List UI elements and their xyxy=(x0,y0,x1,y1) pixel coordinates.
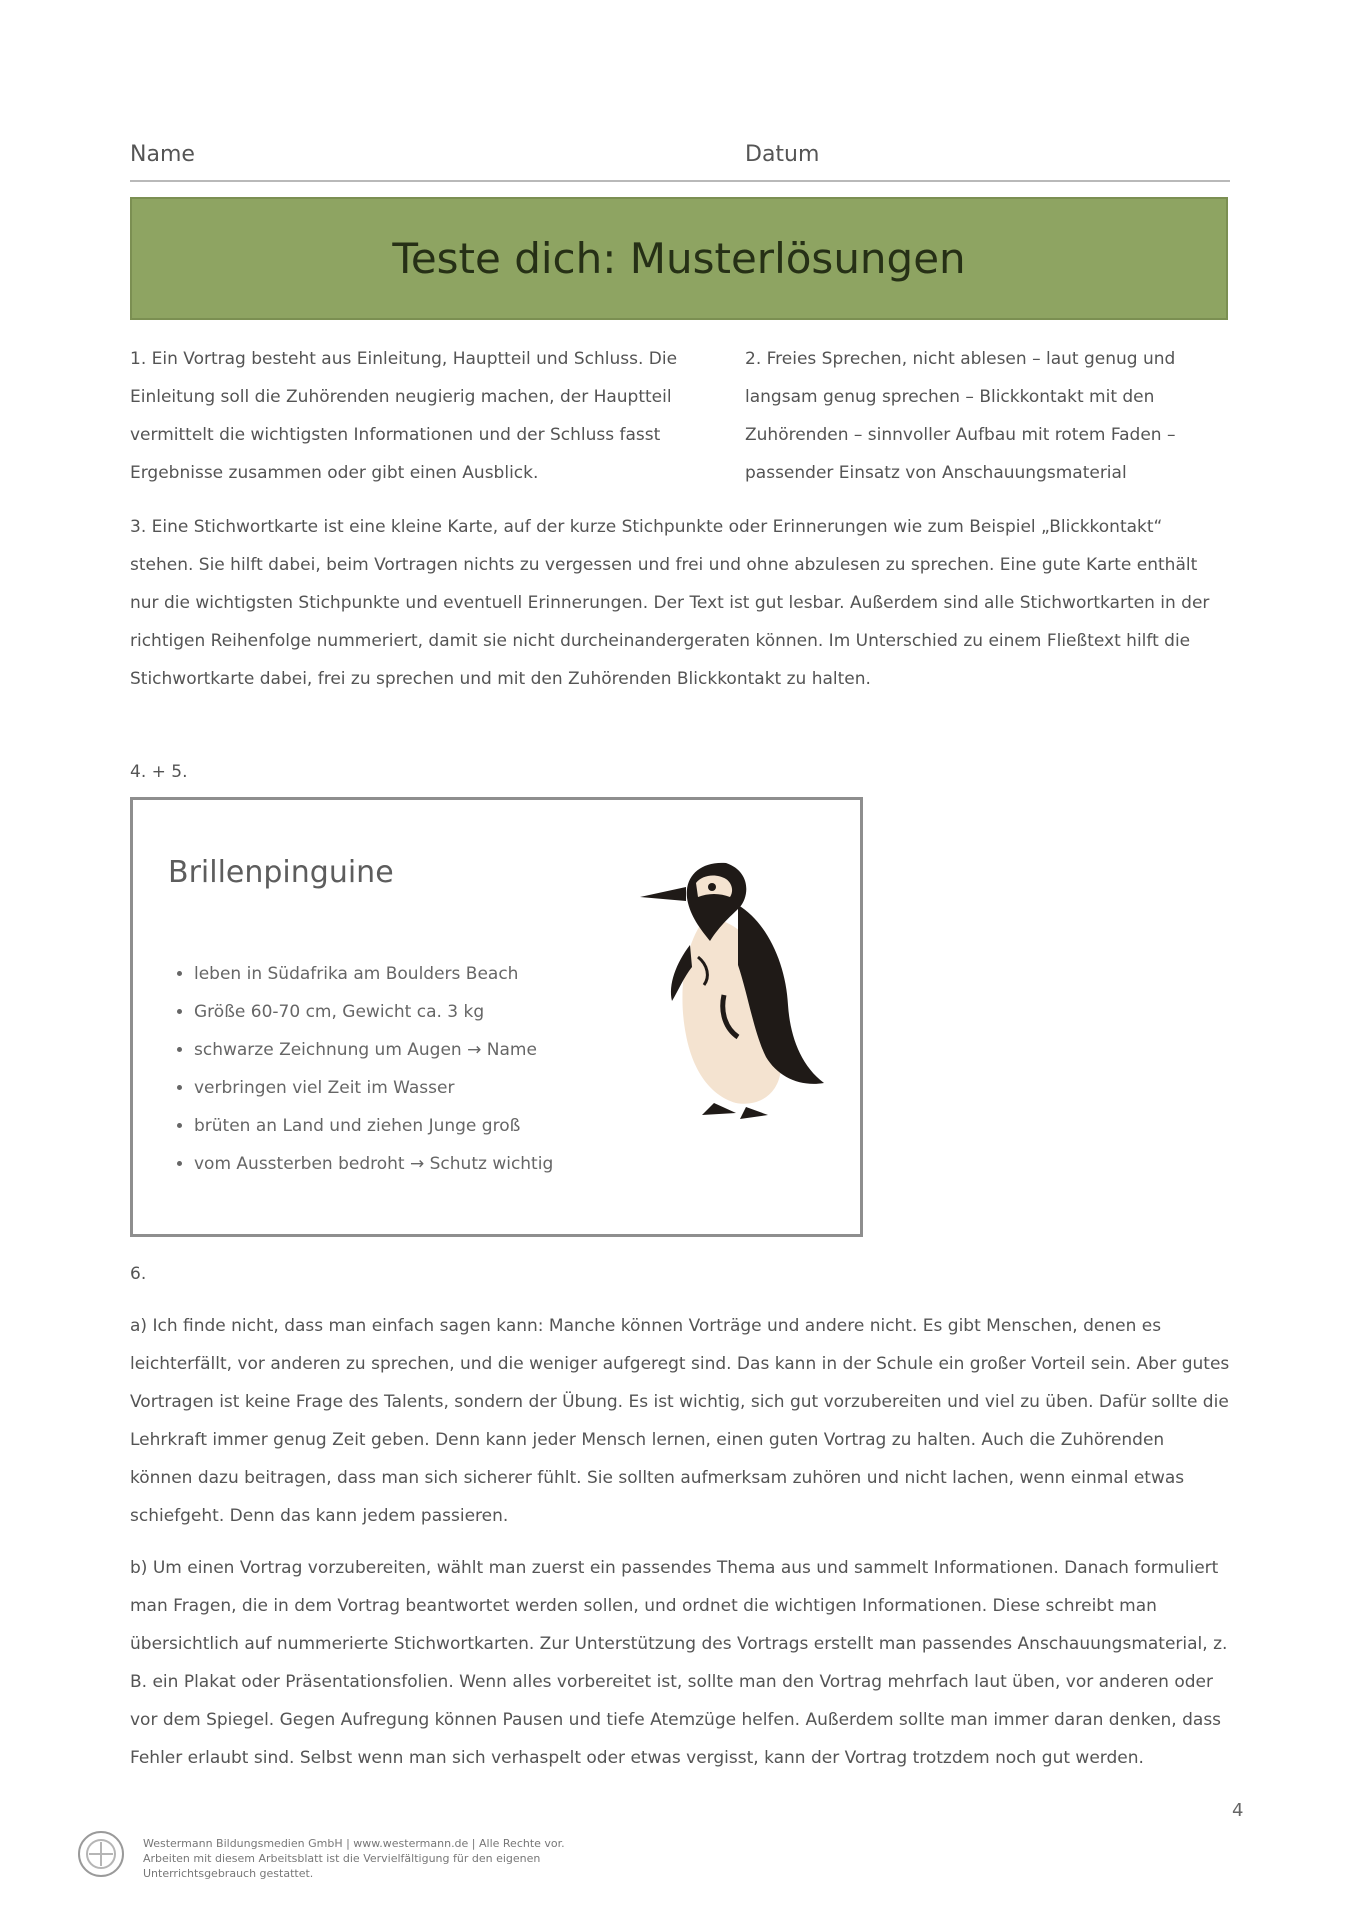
footer-line: Arbeiten mit diesem Arbeitsblatt ist die Vervielfältigung für den eigenen xyxy=(143,1852,541,1865)
title-banner xyxy=(130,197,1228,320)
answer-6a: a) Ich finde nicht, dass man einfach sagen kann: Manche können Vorträge und andere nicht. Es gibt Menschen, denen es leichterfällt, vor anderen zu sprechen, und die weniger aufgeregt sind. Das kann in der Schule ein großer Vorteil sein. Aber gutes Vortragen ist keine Frage des Talents, sondern der Übung. Es ist wichtig, sich gut vorzubereiten und viel zu üben. Dafür sollte die Lehrkraft immer genug Zeit geben. Denn kann jeder Mensch lernen, einen guten Vortrag zu halten. Auch die Zuhörenden können dazu beitragen, dass man sich sicherer fühlt. Sie sollten aufmerksam zuhören und nicht lachen, wenn einmal etwas schiefgeht. Denn das kann jedem passieren. xyxy=(130,1316,1230,1526)
footer-line: Unterrichtsgebrauch gestattet. xyxy=(143,1867,314,1880)
card-bullet: • Größe 60-70 cm, Gewicht ca. 3 kg xyxy=(194,993,553,1031)
footer xyxy=(75,1828,775,1884)
card-bullet: • leben in Südafrika am Boulders Beach xyxy=(194,955,553,993)
date-label: Datum xyxy=(745,142,820,167)
card-bullet-list xyxy=(158,955,553,1183)
answer-6b: b) Um einen Vortrag vorzubereiten, wählt man zuerst ein passendes Thema aus und sammelt Informationen. Danach formuliert man Fragen, die in dem Vortrag beantwortet werden sollen, und ordnet die wichtigen Informationen. Diese schreibt man übersichtlich auf nummerierte Stichwortkarten. Zur Unterstützung des Vortrags erstellt man passendes Anschauungsmaterial, z. B. ein Plakat oder Präsentationsfolien. Wenn alles vorbereitet ist, sollte man den Vortrag mehrfach laut üben, vor anderen oder vor dem Spiegel. Gegen Aufregung können Pausen und tiefe Atemzüge helfen. Außerdem sollte man immer daran denken, dass Fehler erlaubt sind. Selbst wenn man sich verhaspelt oder etwas vergisst, kann der Vortrag trotzdem noch gut werden. xyxy=(130,1558,1228,1768)
page-title: Teste dich: Musterlösungen xyxy=(392,234,966,283)
card-bullet: • vom Aussterben bedroht → Schutz wichtig xyxy=(194,1145,553,1183)
penguin-icon xyxy=(628,845,828,1125)
footer-text xyxy=(143,1836,565,1881)
answer-6-section xyxy=(130,1255,1230,1791)
footer-line: Westermann Bildungsmedien GmbH | www.westermann.de | Alle Rechte vor. xyxy=(143,1837,565,1850)
answer-6-label: 6. xyxy=(130,1264,147,1284)
answer-4-5-label: 4. + 5. xyxy=(130,762,188,782)
card-bullet: • brüten an Land und ziehen Junge groß xyxy=(194,1107,553,1145)
name-label: Name xyxy=(130,142,195,167)
publisher-logo-icon xyxy=(75,1828,127,1880)
answer-1: 1. Ein Vortrag besteht aus Einleitung, Hauptteil und Schluss. Die Einleitung soll die Zuhörenden neugierig machen, der Hauptteil vermittelt die wichtigsten Informationen und der Schluss fasst Ergebnisse zusammen oder gibt einen Ausblick. xyxy=(130,349,678,483)
card-bullet: • schwarze Zeichnung um Augen → Name xyxy=(194,1031,553,1069)
answer-2: 2. Freies Sprechen, nicht ablesen – laut genug und langsam genug sprechen – Blickkontakt mit den Zuhörenden – sinnvoller Aufbau mit rotem Faden – passender Einsatz von Anschauungsmaterial xyxy=(745,349,1176,483)
name-date-header xyxy=(130,130,1230,182)
page-number: 4 xyxy=(1232,1800,1244,1821)
card-bullet: • verbringen viel Zeit im Wasser xyxy=(194,1069,553,1107)
keyword-card xyxy=(130,797,863,1237)
card-title: Brillenpinguine xyxy=(168,855,394,890)
answer-3: 3. Eine Stichwortkarte ist eine kleine Karte, auf der kurze Stichpunkte oder Erinnerungen wie zum Beispiel „Blickkontakt“ stehen. Sie hilft dabei, beim Vortragen nichts zu vergessen und frei und ohne abzulesen zu sprechen. Eine gute Karte enthält nur die wichtigsten Stichpunkte und eventuell Erinnerungen. Der Text ist gut lesbar. Außerdem sind alle Stichwortkarten in der richtigen Reihenfolge nummeriert, damit sie nicht durcheinandergeraten können. Im Unterschied zu einem Fließtext hilft die Stichwortkarte dabei, frei zu sprechen und mit den Zuhörenden Blickkontakt zu halten. xyxy=(130,517,1210,689)
